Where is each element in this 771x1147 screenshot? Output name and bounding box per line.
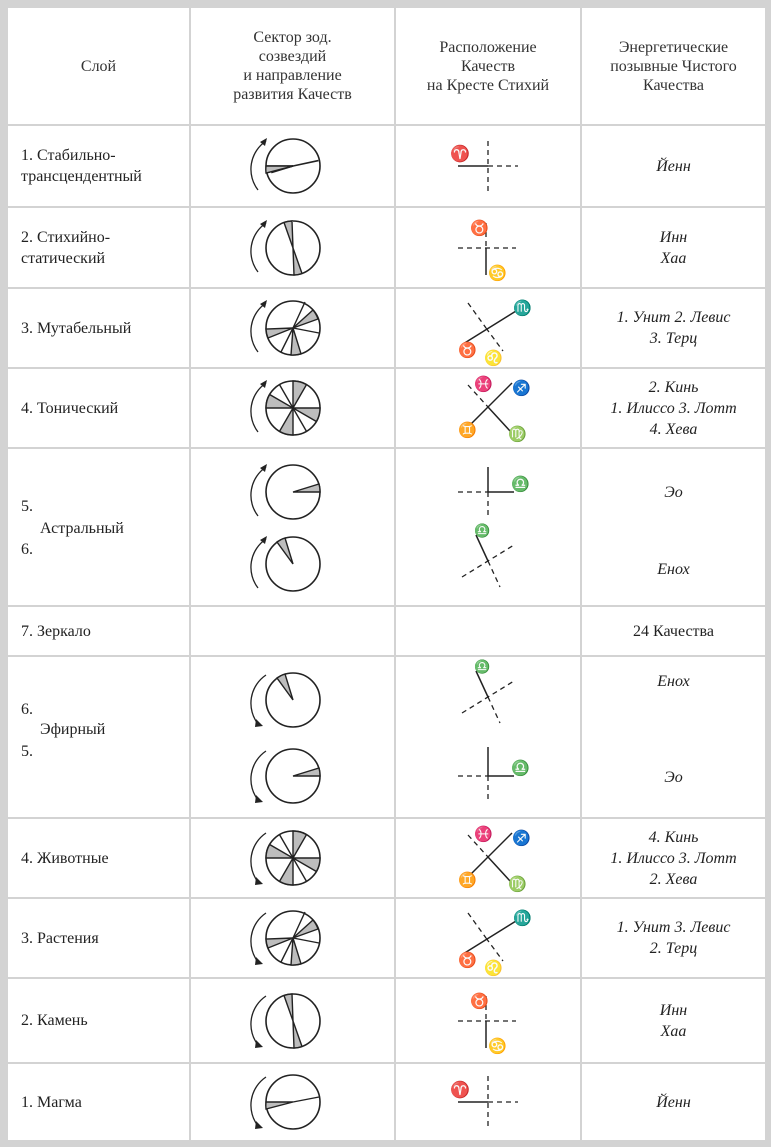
energy-cell: 24 Качества <box>581 606 766 656</box>
sector-cell <box>190 606 395 656</box>
virgo-glyph: ♍ <box>508 427 527 443</box>
energy-cell: Йенн <box>581 1063 766 1141</box>
cross-cell <box>395 125 581 207</box>
cross-cell <box>395 1063 581 1141</box>
sagittarius-glyph: ♐ <box>512 381 531 397</box>
sagittarius-glyph: ♐ <box>512 831 531 847</box>
cross-diagram <box>428 449 548 605</box>
cross-cell <box>395 656 581 818</box>
layer-cell: 3. Мутабельный <box>7 288 190 368</box>
cross-diagram <box>428 209 548 287</box>
cross-cell <box>395 978 581 1063</box>
cross-cell <box>395 606 581 656</box>
cancer-glyph: ♋ <box>488 1038 507 1055</box>
energy-cell: 4. Кинь 1. Илиссо 3. Лотт 2. Хева <box>581 818 766 898</box>
layer-cell: 4. Животные <box>7 818 190 898</box>
table-row <box>7 656 766 818</box>
aries-glyph: ♈ <box>450 1082 470 1099</box>
sector-diagram <box>243 657 343 817</box>
sector-diagram <box>243 449 343 605</box>
sector-diagram <box>243 209 343 287</box>
cross-diagram <box>428 289 548 367</box>
virgo-glyph: ♍ <box>508 877 527 893</box>
sector-diagram <box>243 369 343 447</box>
energy-cell: Эо Енох <box>581 448 766 606</box>
taurus-glyph: ♉ <box>470 220 489 237</box>
sector-cell <box>190 898 395 978</box>
sector-diagram <box>243 127 343 205</box>
scorpio-glyph: ♏ <box>513 301 532 317</box>
libra-glyph: ♎ <box>474 523 491 538</box>
cross-cell <box>395 368 581 448</box>
sector-diagram <box>243 982 343 1060</box>
layer-cell: 5. Астральный 6. <box>7 448 190 606</box>
table-row <box>7 288 766 368</box>
layer-cell: 3. Растения <box>7 898 190 978</box>
gemini-glyph: ♊ <box>458 873 477 889</box>
cross-cell <box>395 288 581 368</box>
table-row <box>7 448 766 606</box>
leo-glyph: ♌ <box>484 351 503 367</box>
sector-cell <box>190 368 395 448</box>
header-energy: Энергетические позывные Чистого Качества <box>581 7 766 125</box>
sector-cell <box>190 978 395 1063</box>
aries-glyph: ♈ <box>450 146 470 163</box>
table-row <box>7 606 766 656</box>
cross-diagram <box>428 982 548 1060</box>
sector-diagram <box>243 899 343 977</box>
sector-diagram <box>243 819 343 897</box>
layer-cell: 2. Камень <box>7 978 190 1063</box>
libra-glyph: ♎ <box>474 659 491 674</box>
cross-diagram <box>428 127 548 205</box>
table-row <box>7 125 766 207</box>
energy-cell: Йенн <box>581 125 766 207</box>
cross-cell <box>395 898 581 978</box>
taurus-glyph: ♉ <box>458 343 477 359</box>
libra-glyph: ♎ <box>511 477 530 493</box>
layer-cell: 1. Стабильно- трансцендентный <box>7 125 190 207</box>
gemini-glyph: ♊ <box>458 423 477 439</box>
cross-cell <box>395 207 581 288</box>
table-row <box>7 818 766 898</box>
sector-cell <box>190 207 395 288</box>
sector-cell <box>190 288 395 368</box>
qualities-table <box>6 6 767 1142</box>
taurus-glyph: ♉ <box>458 953 477 969</box>
taurus-glyph: ♉ <box>470 993 489 1010</box>
energy-cell: Енох Эо <box>581 656 766 818</box>
cross-diagram <box>428 657 548 817</box>
sector-cell <box>190 656 395 818</box>
cross-diagram <box>428 899 548 977</box>
header-row <box>7 7 766 125</box>
table-row <box>7 368 766 448</box>
cancer-glyph: ♋ <box>488 265 507 282</box>
leo-glyph: ♌ <box>484 961 503 977</box>
layer-cell: 6. Эфирный 5. <box>7 656 190 818</box>
cross-diagram <box>428 819 548 897</box>
energy-cell: Инн Хаа <box>581 207 766 288</box>
pisces-glyph: ♓ <box>474 827 493 843</box>
energy-cell: Инн Хаа <box>581 978 766 1063</box>
layer-cell: 2. Стихийно- статический <box>7 207 190 288</box>
table-row <box>7 1063 766 1141</box>
scorpio-glyph: ♏ <box>513 911 532 927</box>
sector-diagram <box>243 1064 343 1140</box>
header-sector: Сектор зод. созвездий и направление развития Качеств <box>190 7 395 125</box>
energy-cell: 2. Кинь 1. Илиссо 3. Лотт 4. Хева <box>581 368 766 448</box>
energy-cell: 1. Унит 2. Левис 3. Терц <box>581 288 766 368</box>
layer-cell: 7. Зеркало <box>7 606 190 656</box>
sector-cell <box>190 125 395 207</box>
cross-cell <box>395 818 581 898</box>
layer-cell: 4. Тонический <box>7 368 190 448</box>
header-cross: Расположение Качеств на Кресте Стихий <box>395 7 581 125</box>
energy-cell: 1. Унит 3. Левис 2. Терц <box>581 898 766 978</box>
libra-glyph: ♎ <box>511 761 530 777</box>
table-row <box>7 898 766 978</box>
layer-cell: 1. Магма <box>7 1063 190 1141</box>
table-row <box>7 207 766 288</box>
sector-cell <box>190 1063 395 1141</box>
cross-diagram <box>428 1064 548 1140</box>
pisces-glyph: ♓ <box>474 377 493 393</box>
sector-cell <box>190 818 395 898</box>
table-row <box>7 978 766 1063</box>
sector-diagram <box>243 289 343 367</box>
header-layer: Слой <box>7 7 190 125</box>
cross-diagram <box>428 369 548 447</box>
sector-cell <box>190 448 395 606</box>
cross-cell <box>395 448 581 606</box>
